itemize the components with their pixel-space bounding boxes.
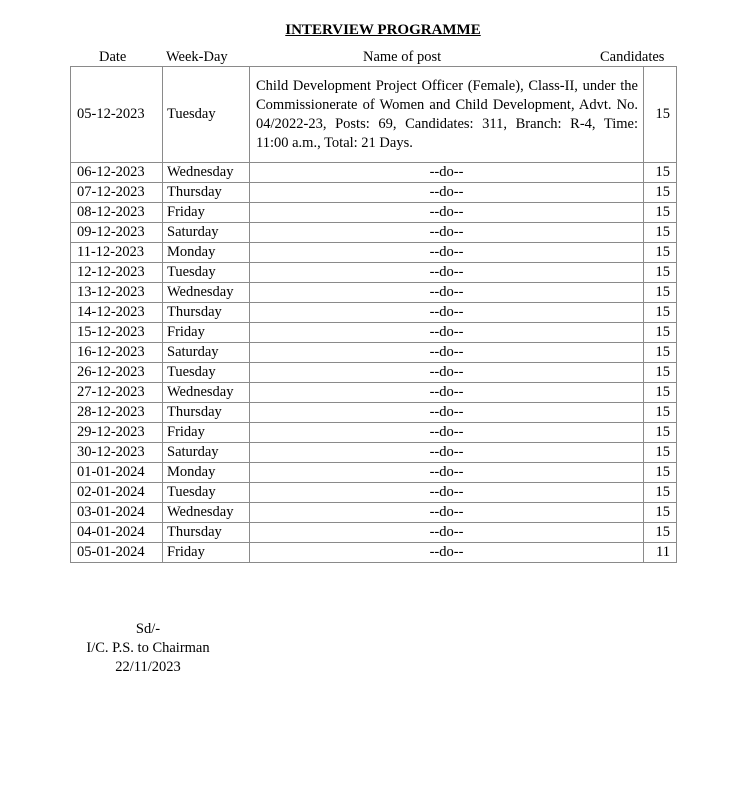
table-row (71, 423, 677, 443)
table-row (71, 283, 677, 303)
date-cell: 26-12-2023 (71, 363, 163, 383)
header-date: Date (99, 49, 127, 65)
table-row (71, 203, 677, 223)
date-cell: 16-12-2023 (71, 343, 163, 363)
weekday-cell: Saturday (163, 343, 250, 363)
candidates-cell: 15 (644, 503, 677, 523)
post-name-cell: --do-- (250, 243, 644, 263)
post-name-cell: --do-- (250, 443, 644, 463)
weekday-cell: Wednesday (163, 283, 250, 303)
candidates-cell: 15 (644, 423, 677, 443)
table-row (71, 183, 677, 203)
post-name-cell: --do-- (250, 523, 644, 543)
post-name-cell: --do-- (250, 543, 644, 563)
weekday-cell: Tuesday (163, 263, 250, 283)
date-cell: 05-01-2024 (71, 543, 163, 563)
interview-schedule-table (70, 66, 677, 563)
post-name-cell: --do-- (250, 163, 644, 183)
date-cell: 28-12-2023 (71, 403, 163, 423)
date-cell: 30-12-2023 (71, 443, 163, 463)
candidates-cell: 15 (644, 283, 677, 303)
post-name-cell: --do-- (250, 263, 644, 283)
post-name-cell: --do-- (250, 183, 644, 203)
candidates-cell: 15 (644, 263, 677, 283)
date-cell: 05-12-2023 (71, 67, 163, 163)
post-name-cell: --do-- (250, 363, 644, 383)
date-cell: 03-01-2024 (71, 503, 163, 523)
date-cell: 27-12-2023 (71, 383, 163, 403)
weekday-cell: Thursday (163, 403, 250, 423)
header-weekday: Week-Day (166, 49, 228, 65)
weekday-cell: Tuesday (163, 363, 250, 383)
post-name-cell: --do-- (250, 503, 644, 523)
weekday-cell: Thursday (163, 183, 250, 203)
post-name-cell: --do-- (250, 343, 644, 363)
candidates-cell: 15 (644, 203, 677, 223)
weekday-cell: Tuesday (163, 67, 250, 163)
date-cell: 15-12-2023 (71, 323, 163, 343)
header-post: Name of post (363, 49, 442, 65)
candidates-cell: 15 (644, 243, 677, 263)
table-row (71, 263, 677, 283)
date-cell: 04-01-2024 (71, 523, 163, 543)
post-name-cell: --do-- (250, 483, 644, 503)
signature-date: 22/11/2023 (115, 659, 181, 675)
date-cell: 08-12-2023 (71, 203, 163, 223)
weekday-cell: Saturday (163, 443, 250, 463)
candidates-cell: 15 (644, 363, 677, 383)
table-row (71, 323, 677, 343)
post-name-cell: --do-- (250, 463, 644, 483)
table-row (71, 383, 677, 403)
table-row (71, 363, 677, 383)
post-name-cell: --do-- (250, 283, 644, 303)
signature-mark: Sd/- (135, 621, 161, 637)
date-cell: 14-12-2023 (71, 303, 163, 323)
table-row (71, 503, 677, 523)
weekday-cell: Friday (163, 203, 250, 223)
table-row (71, 163, 677, 183)
weekday-cell: Friday (163, 323, 250, 343)
table-row (71, 303, 677, 323)
header-candidates: Candidates (600, 49, 665, 65)
post-name-cell: --do-- (250, 203, 644, 223)
candidates-cell: 11 (644, 543, 677, 563)
table-row (71, 443, 677, 463)
date-cell: 29-12-2023 (71, 423, 163, 443)
date-cell: 06-12-2023 (71, 163, 163, 183)
table-row (71, 223, 677, 243)
post-name-cell: Child Development Project Officer (Female), Class-II, under the Commissionerate of Women and Child Development, Advt. No. 04/2022-23, Posts: 69, Candidates: 311, Branch: R-4, Time: 11:00 a.m., Total: 21 Days. (250, 67, 644, 163)
table-row (71, 243, 677, 263)
weekday-cell: Monday (163, 243, 250, 263)
post-name-cell: --do-- (250, 423, 644, 443)
table-row (71, 343, 677, 363)
weekday-cell: Wednesday (163, 383, 250, 403)
date-cell: 02-01-2024 (71, 483, 163, 503)
signatory-designation: I/C. P.S. to Chairman (86, 640, 210, 656)
candidates-cell: 15 (644, 223, 677, 243)
candidates-cell: 15 (644, 383, 677, 403)
table-row (71, 543, 677, 563)
post-name-cell: --do-- (250, 383, 644, 403)
weekday-cell: Thursday (163, 303, 250, 323)
weekday-cell: Wednesday (163, 503, 250, 523)
table-row (71, 403, 677, 423)
candidates-cell: 15 (644, 183, 677, 203)
weekday-cell: Thursday (163, 523, 250, 543)
weekday-cell: Friday (163, 423, 250, 443)
date-cell: 09-12-2023 (71, 223, 163, 243)
candidates-cell: 15 (644, 303, 677, 323)
table-row (71, 463, 677, 483)
candidates-cell: 15 (644, 323, 677, 343)
page-title: INTERVIEW PROGRAMME (285, 22, 481, 38)
candidates-cell: 15 (644, 463, 677, 483)
candidates-cell: 15 (644, 403, 677, 423)
post-name-cell: --do-- (250, 323, 644, 343)
table-row (71, 523, 677, 543)
candidates-cell: 15 (644, 483, 677, 503)
candidates-cell: 15 (644, 523, 677, 543)
weekday-cell: Wednesday (163, 163, 250, 183)
weekday-cell: Friday (163, 543, 250, 563)
date-cell: 12-12-2023 (71, 263, 163, 283)
candidates-cell: 15 (644, 67, 677, 163)
candidates-cell: 15 (644, 163, 677, 183)
weekday-cell: Tuesday (163, 483, 250, 503)
date-cell: 13-12-2023 (71, 283, 163, 303)
candidates-cell: 15 (644, 443, 677, 463)
weekday-cell: Monday (163, 463, 250, 483)
post-name-cell: --do-- (250, 223, 644, 243)
date-cell: 11-12-2023 (71, 243, 163, 263)
post-name-cell: --do-- (250, 303, 644, 323)
date-cell: 01-01-2024 (71, 463, 163, 483)
date-cell: 07-12-2023 (71, 183, 163, 203)
weekday-cell: Saturday (163, 223, 250, 243)
table-row (71, 483, 677, 503)
post-name-cell: --do-- (250, 403, 644, 423)
candidates-cell: 15 (644, 343, 677, 363)
table-row (71, 67, 677, 163)
